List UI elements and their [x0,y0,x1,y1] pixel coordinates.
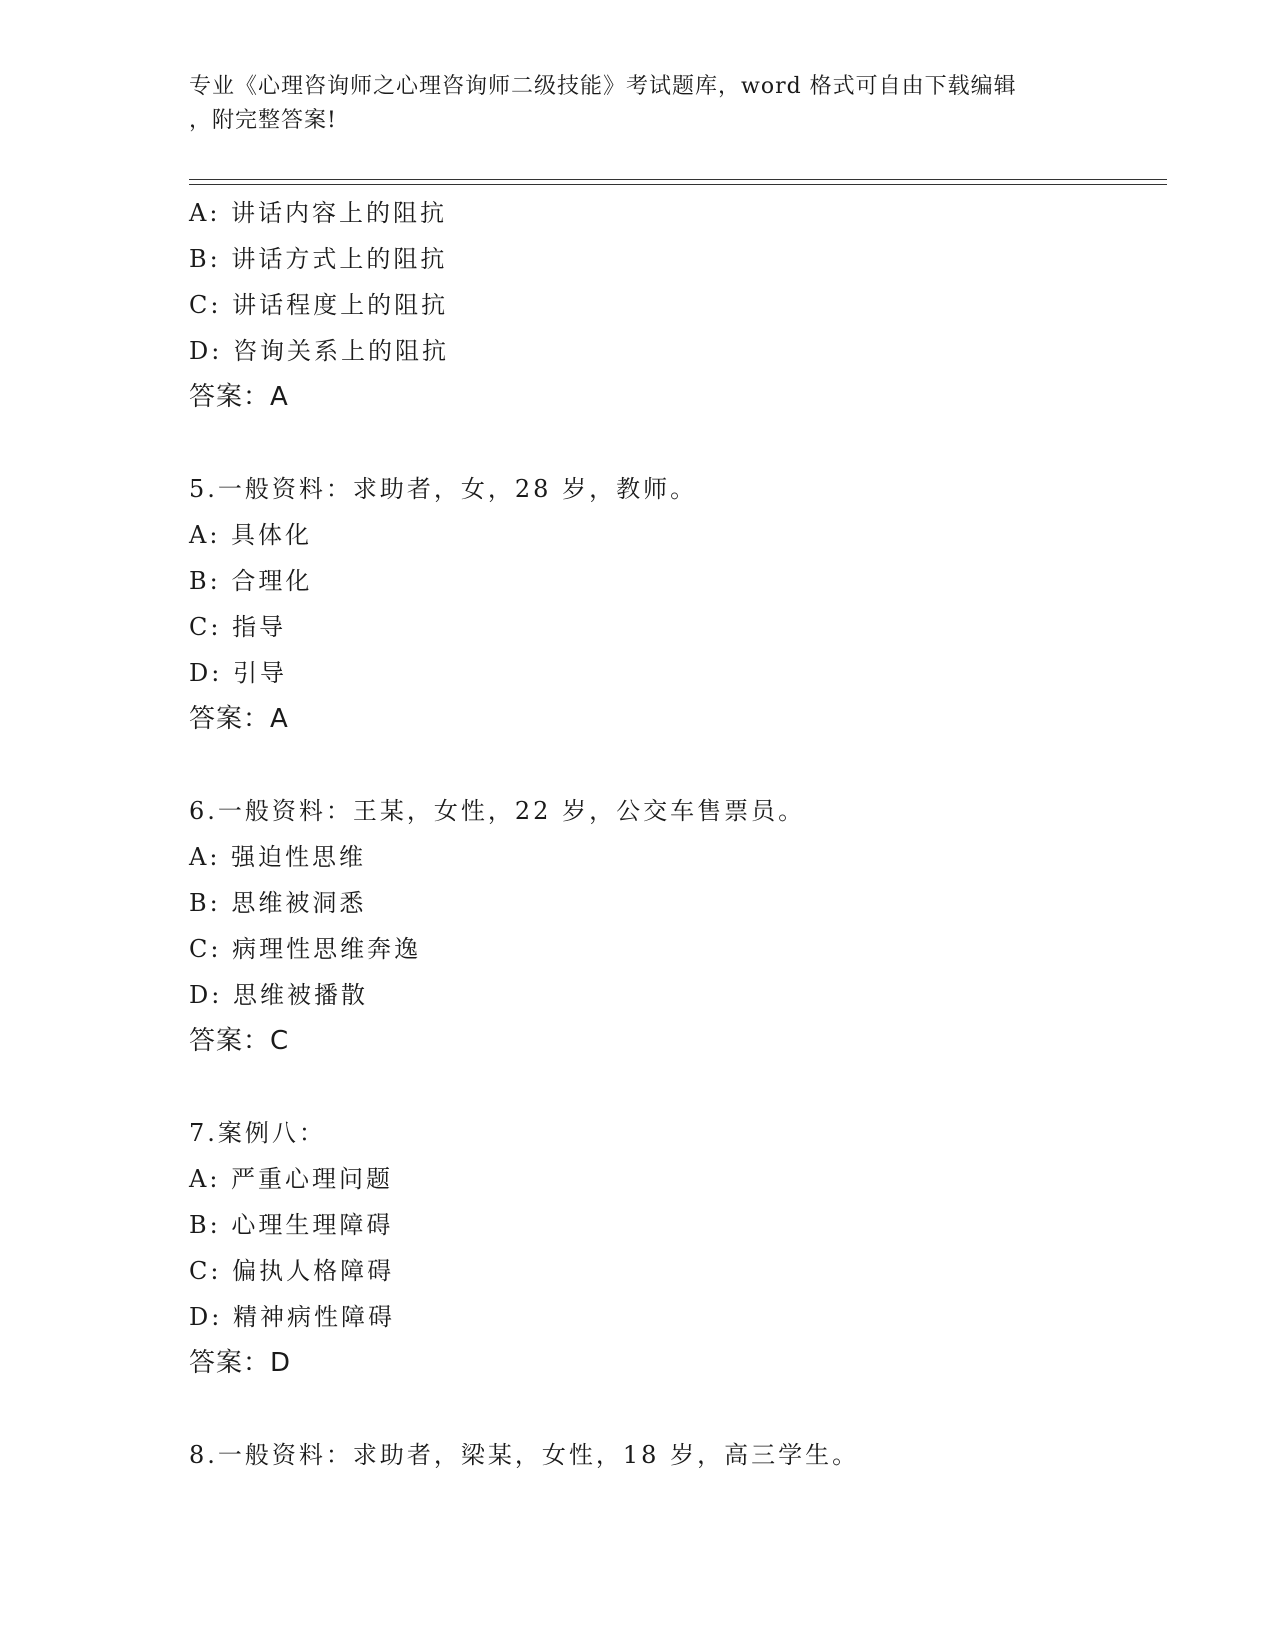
question-5 [189,466,1149,742]
option-b: B: 心理生理障碍 [189,1211,394,1239]
question-list [189,190,1149,1478]
option-d: D: 精神病性障碍 [189,1303,395,1331]
question-prev [189,190,1149,420]
option-d: D: 咨询关系上的阻抗 [189,337,449,365]
header-double-rule [189,179,1167,185]
question-6 [189,788,1149,1064]
option-a: A: 讲话内容上的阻抗 [189,199,448,227]
header-line-2: ，附完整答案! [189,108,337,133]
question-7 [189,1110,1149,1386]
option-b: B: 讲话方式上的阻抗 [189,245,448,273]
question-stem: 5.一般资料：求助者，女，28 岁，教师。 [189,475,698,503]
header-line-1: 专业《心理咨询师之心理咨询师二级技能》考试题库，word 格式可自由下载编辑 [189,74,1017,99]
option-b: B: 思维被洞悉 [189,889,367,917]
answer: 答案：C [189,1026,290,1056]
answer: 答案：A [189,382,289,412]
option-d: D: 引导 [189,659,287,687]
question-stem: 7.案例八： [189,1119,326,1147]
option-c: C: 指导 [189,613,287,641]
option-a: A: 严重心理问题 [189,1165,394,1193]
question-stem: 8.一般资料：求助者，梁某，女性，18 岁，高三学生。 [189,1441,860,1469]
answer: 答案：A [189,704,289,734]
question-stem: 6.一般资料：王某，女性，22 岁，公交车售票员。 [189,797,806,825]
option-c: C: 偏执人格障碍 [189,1257,395,1285]
option-c: C: 讲话程度上的阻抗 [189,291,449,319]
question-8 [189,1432,1149,1478]
option-b: B: 合理化 [189,567,313,595]
option-a: A: 具体化 [189,521,313,549]
document-header [189,70,1089,138]
option-a: A: 强迫性思维 [189,843,367,871]
answer: 答案：D [189,1348,292,1378]
option-c: C: 病理性思维奔逸 [189,935,422,963]
option-d: D: 思维被播散 [189,981,368,1009]
